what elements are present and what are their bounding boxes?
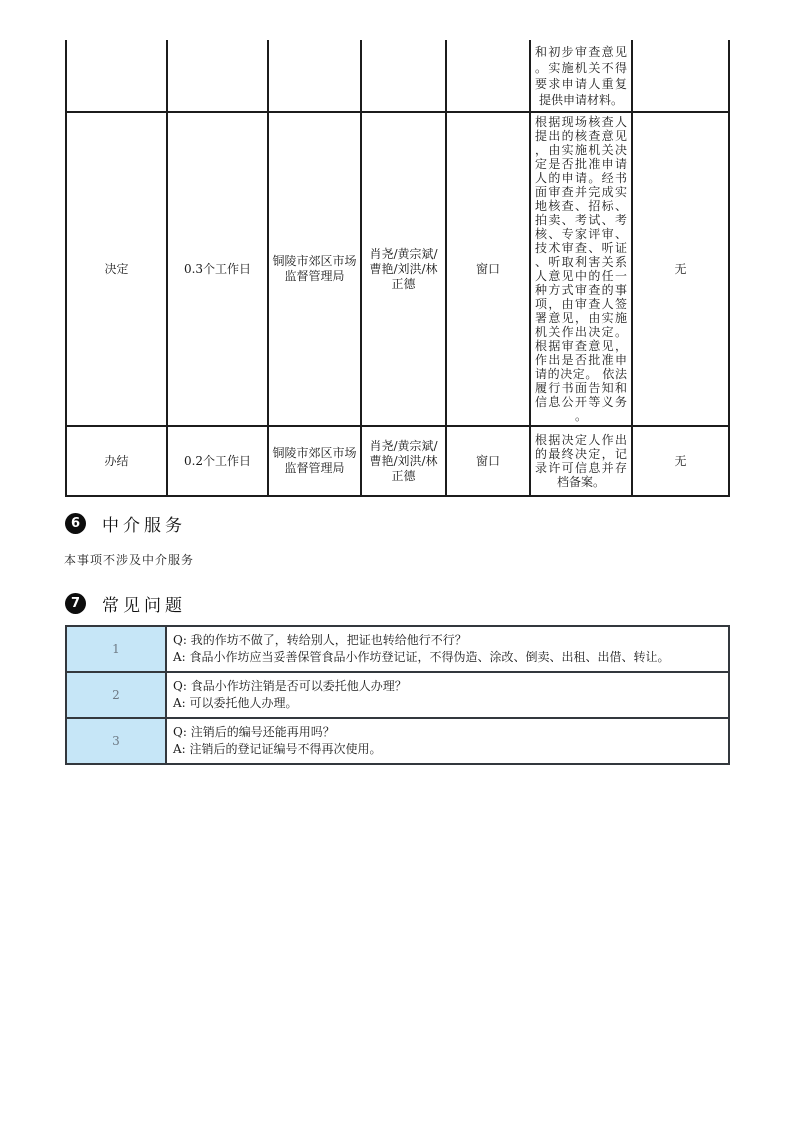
cell-duration: 0.2个工作日 (167, 426, 268, 496)
faq-question: Q: 我的作坊不做了，转给别人，把证也转给他行不行？ (173, 633, 467, 647)
cell-fee-empty (632, 40, 729, 112)
faq-content (166, 626, 729, 672)
section-header-faq (65, 591, 186, 616)
cell-step-empty (66, 40, 167, 112)
cell-description: 根据现场核查人提出的核查意见，由实施机关决定是否批准申请人的申请。经书面审查并完成实地核查、招标、拍卖、考试、考核、专家评审、技术审查、听证、听取利害关系人意见中的任一种方式审查的事项，由审查人签署意见，由实施机关作出决定。根据审查意见，作出是否批准申请的决定。 依法履行书面告知和信息公开等义务。 (530, 112, 632, 426)
cell-staff: 肖尧/黄宗斌/曹艳/刘洪/林正德 (361, 112, 446, 426)
cell-staff-empty (361, 40, 446, 112)
faq-number: 2 (66, 672, 166, 718)
cell-agency-empty (268, 40, 361, 112)
table-row-decision (66, 112, 729, 426)
faq-question: Q: 注销后的编号还能再用吗？ (173, 725, 335, 739)
faq-answer: A: 注销后的登记证编号不得再次使用。 (173, 742, 382, 756)
faq-row (66, 672, 729, 718)
faq-table (65, 625, 730, 765)
faq-question: Q: 食品小作坊注销是否可以委托他人办理？ (173, 679, 407, 693)
cell-step: 办结 (66, 426, 167, 496)
section-title: 中介服务 (102, 516, 186, 536)
faq-number: 1 (66, 626, 166, 672)
section-header-intermediary-services (65, 511, 186, 536)
cell-agency: 铜陵市郊区市场监督管理局 (268, 112, 361, 426)
faq-row (66, 718, 729, 764)
cell-fee: 无 (632, 426, 729, 496)
faq-row (66, 626, 729, 672)
faq-content (166, 672, 729, 718)
cell-step: 决定 (66, 112, 167, 426)
cell-duration-empty (167, 40, 268, 112)
cell-fee: 无 (632, 112, 729, 426)
table-row-completion (66, 426, 729, 496)
faq-answer: A: 可以委托他人办理。 (173, 696, 298, 710)
section-number-badge-7: 7 (65, 593, 86, 614)
cell-agency: 铜陵市郊区市场监督管理局 (268, 426, 361, 496)
cell-place: 窗口 (446, 426, 530, 496)
faq-content (166, 718, 729, 764)
section-title: 常见问题 (102, 596, 186, 616)
section-number-badge-6: 6 (65, 513, 86, 534)
cell-place: 窗口 (446, 112, 530, 426)
table-row-continuation (66, 40, 729, 112)
cell-description: 根据决定人作出的最终决定，记录许可信息并存档备案。 (530, 426, 632, 496)
faq-number: 3 (66, 718, 166, 764)
cell-staff: 肖尧/黄宗斌/曹艳/刘洪/林正德 (361, 426, 446, 496)
cell-place-empty (446, 40, 530, 112)
intermediary-note-text: 本事项不涉及中介服务 (64, 553, 195, 567)
process-table (65, 40, 730, 497)
faq-answer: A: 食品小作坊应当妥善保管食品小作坊登记证，不得伪造、涂改、倒卖、出租、出借、转让。 (173, 650, 670, 664)
cell-description-continuation: 和初步审查意见。实施机关不得要求申请人重复提供申请材料。 (530, 40, 632, 112)
cell-duration: 0.3个工作日 (167, 112, 268, 426)
